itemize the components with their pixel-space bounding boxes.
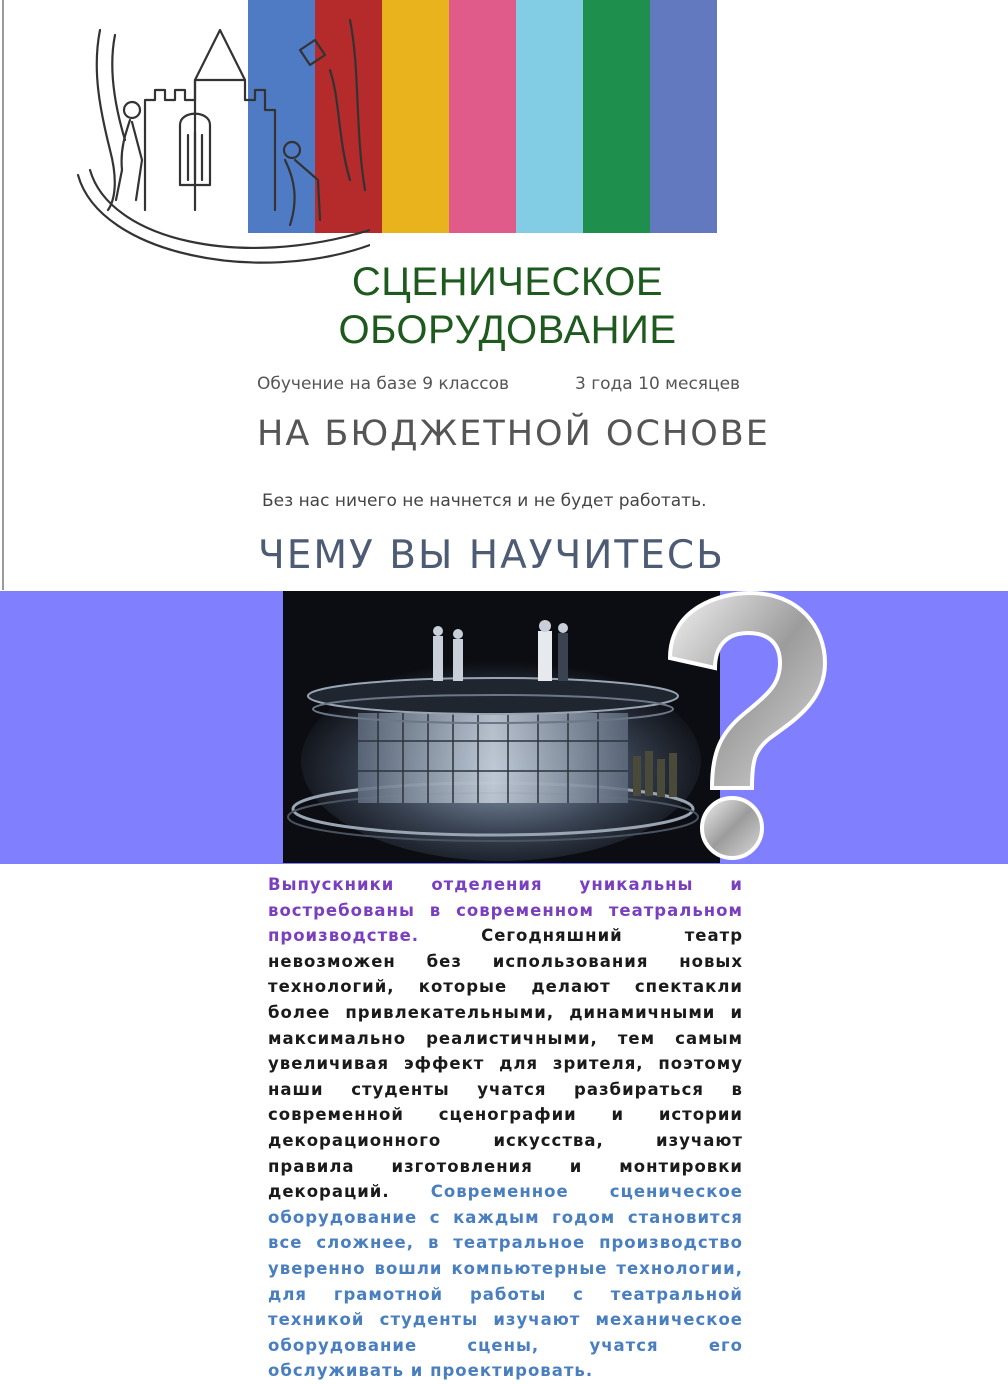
description-body: Сегодняшний театр невозможен без использования новых технологий, которые делают спектакли более привлекательными, динамичными и максимально реалистичными, тем самым увеличивая эффект для зрителя, поэтому наши студенты учатся разбираться в современной сценографии и истории декорационного искусства, изучают правила изготовления и монтировки декораций. <box>268 926 743 1202</box>
page-title <box>250 258 765 354</box>
question-mark-icon <box>640 588 840 868</box>
title-line-2: ОБОРУДОВАНИЕ <box>338 308 677 352</box>
stripe-lightblue <box>516 0 583 233</box>
learn-heading: ЧЕМУ ВЫ НАУЧИТЕСЬ <box>258 533 725 578</box>
castle-logo-icon <box>70 10 370 270</box>
motto-text: Без нас ничего не начнется и не будет работать. <box>262 491 707 511</box>
description-closing: Современное сценическое оборудование с каждым годом становится все сложнее, в театральное производство уверенно вошли компьютерные технологии, для грамотной работы с театральной техникой студенты изучают механическое оборудование сцены, учатся его обслуживать и проектировать. <box>268 1182 743 1381</box>
stripe-indigo <box>650 0 717 233</box>
stripe-pink <box>449 0 516 233</box>
description-highlight: Выпускники отделения уникальны и востребованы в современном театральном производстве. <box>268 875 743 946</box>
title-line-1: СЦЕНИЧЕСКОЕ <box>351 260 664 304</box>
education-base: Обучение на базе 9 классов <box>257 374 510 394</box>
program-duration: 3 года 10 месяцев <box>575 374 741 394</box>
stripe-yellow <box>382 0 449 233</box>
stripe-green <box>583 0 650 233</box>
page-edge-line <box>2 0 4 590</box>
funding-heading: НА БЮДЖЕТНОЙ ОСНОВЕ <box>257 414 770 454</box>
description-text <box>268 872 743 1384</box>
